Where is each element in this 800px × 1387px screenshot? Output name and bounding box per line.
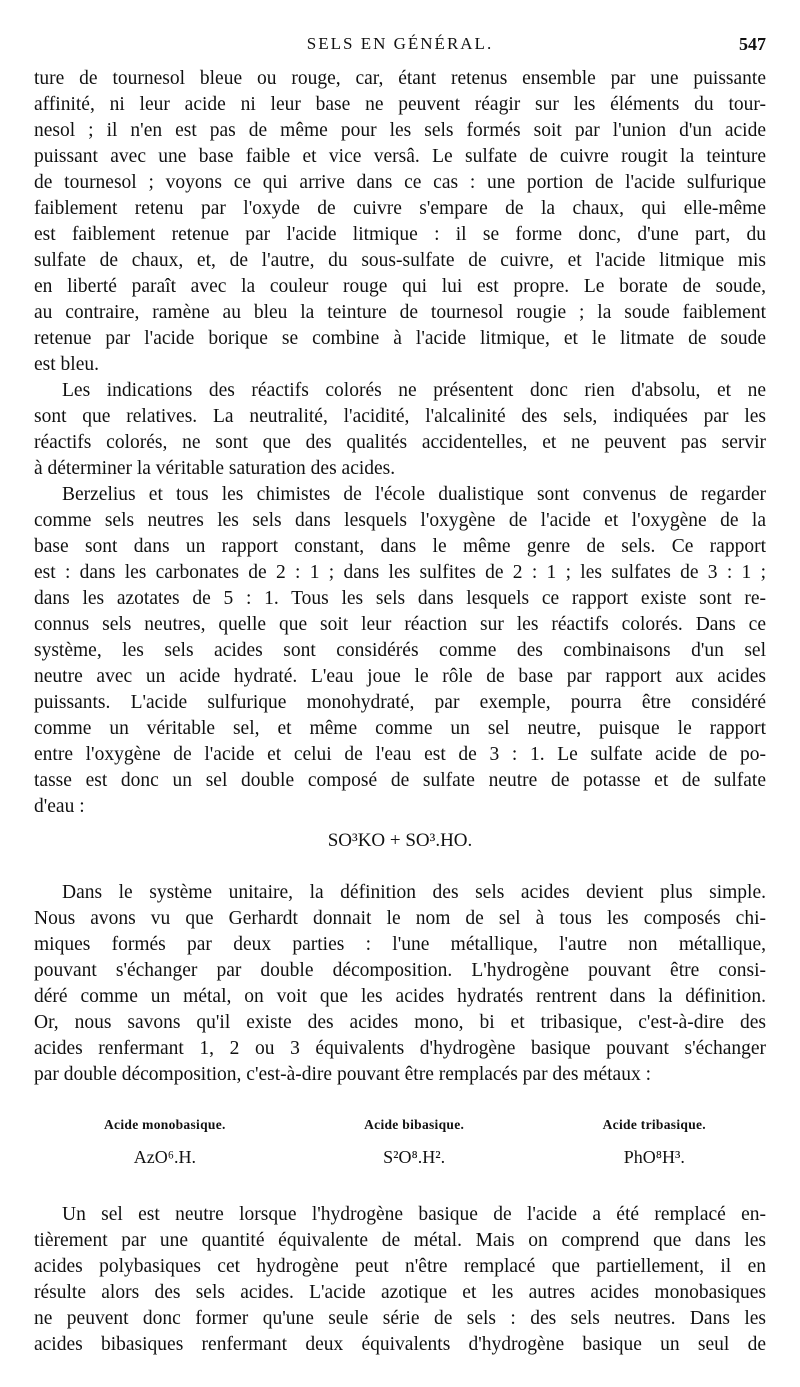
paragraph-2	[34, 378, 766, 482]
acid-formula: AzO⁶.H.	[133, 1147, 196, 1167]
text-line: connus sels neutres, quelle que soit leur réaction sur les réactifs colorés. Dans ce	[34, 614, 766, 635]
text-line: est bleu.	[34, 354, 99, 375]
page-number: 547	[739, 34, 766, 54]
text-line: à déterminer la véritable saturation des acides.	[34, 458, 396, 479]
text-line: tièrement par une quantité équivalente de métal. Mais on comprend que dans les	[34, 1230, 766, 1251]
text-line: puissants. L'acide sulfurique monohydraté, par exemple, pourra être considéré	[34, 692, 766, 713]
acid-formula: S²O⁸.H².	[383, 1147, 446, 1167]
text-line: puissant avec une base faible et vice versâ. Le sulfate de cuivre rougit la teinture	[34, 146, 766, 167]
paragraph-1	[34, 66, 766, 378]
text-line: miques formés par deux parties : l'une métallique, l'autre non métallique,	[34, 934, 766, 955]
text-line: Or, nous savons qu'il existe des acides mono, bi et tribasique, c'est-à-dire des	[34, 1012, 766, 1033]
text-line: Nous avons vu que Gerhardt donnait le nom de sel à tous les composés chi-	[34, 908, 766, 929]
body-text	[34, 66, 766, 1358]
text-line: acides renfermant 1, 2 ou 3 équivalents d'hydrogène basique pouvant s'échanger	[34, 1038, 766, 1059]
text-line: est faiblement retenue par l'acide litmique : il se forme donc, d'une part, du	[34, 224, 766, 245]
acid-column-monobasic	[104, 1112, 226, 1170]
text-line: Berzelius et tous les chimistes de l'école dualistique sont convenus de regarder	[62, 484, 766, 505]
text-line: système, les sels acides sont considérés comme des combinaisons d'un sel	[34, 640, 766, 661]
text-line: dans les azotates de 5 : 1. Tous les sels dans lesquels ce rapport existe sont re-	[34, 588, 766, 609]
paragraph-4	[34, 880, 766, 1088]
acid-heading: Acide tribasique.	[602, 1117, 706, 1132]
text-line: nesol ; il n'en est pas de même pour les sels formés soit par l'union d'un acide	[34, 120, 766, 141]
text-line: tasse est donc un sel double composé de sulfate neutre de potasse et de sulfate	[34, 770, 766, 791]
paragraph-5	[34, 1202, 766, 1358]
text-line: base sont dans un rapport constant, dans le même genre de sels. Ce rapport	[34, 536, 766, 557]
text-line: résulte alors des sels acides. L'acide azotique et les autres acides monobasiques	[34, 1282, 766, 1303]
paragraph-3	[34, 482, 766, 820]
text-line: neutre avec un acide hydraté. L'eau joue le rôle de base par rapport aux acides	[34, 666, 766, 687]
text-line: d'eau :	[34, 796, 85, 817]
text-line: entre l'oxygène de l'acide et celui de l'eau est de 3 : 1. Le sulfate acide de po-	[34, 744, 766, 765]
text-line: de tournesol ; voyons ce qui arrive dans ce cas : une portion de l'acide sulfurique	[34, 172, 766, 193]
text-line: réactifs colorés, ne sont que des qualités accidentelles, et ne peuvent pas servir	[34, 432, 766, 453]
text-line: par double décomposition, c'est-à-dire pouvant être remplacés par des métaux :	[34, 1064, 651, 1085]
acid-heading: Acide bibasique.	[364, 1117, 465, 1132]
formula-sulfate-acide: SO³KO + SO³.HO.	[327, 830, 473, 851]
text-line: affinité, ni leur acide ni leur base ne peuvent réagir sur les éléments du tour-	[34, 94, 766, 115]
text-line: en liberté paraît avec la couleur rouge qui lui est propre. Le borate de soude,	[34, 276, 766, 297]
text-line: pouvant s'échanger par double décomposition. L'hydrogène pouvant être consi-	[34, 960, 766, 981]
text-line: ture de tournesol bleue ou rouge, car, étant retenus ensemble par une puissante	[34, 68, 766, 89]
text-line: sulfate de chaux, et, de l'autre, du sous-sulfate de cuivre, et l'acide litmique mis	[34, 250, 766, 271]
text-line: déré comme un métal, on voit que les acides hydratés rentrent dans la définition.	[34, 986, 766, 1007]
text-line: retenue par l'acide borique se combine à l'acide litmique, et le litmate de soude	[34, 328, 766, 349]
text-line: au contraire, ramène au bleu la teinture de tournesol rougie ; la soude faiblement	[34, 302, 766, 323]
text-line: ne peuvent donc former qu'une seule série de sels : des sels neutres. Dans les	[34, 1308, 766, 1329]
text-line: acides bibasiques renfermant deux équivalents d'hydrogène basique un seul de	[34, 1334, 766, 1355]
running-title: SELS EN GÉNÉRAL.	[306, 34, 494, 53]
text-line: acides polybasiques cet hydrogène peut n'être remplacé que partiellement, il en	[34, 1256, 766, 1277]
text-line: Un sel est neutre lorsque l'hydrogène basique de l'acide a été remplacé en-	[62, 1204, 766, 1225]
text-line: comme un véritable sel, et même comme un sel neutre, puisque le rapport	[34, 718, 766, 739]
text-line: comme sels neutres les sels dans lesquels l'oxygène de l'acide et l'oxygène de la	[34, 510, 766, 531]
acid-examples-table	[34, 1102, 766, 1180]
text-line: est : dans les carbonates de 2 : 1 ; dans les sulfites de 2 : 1 ; les sulfates de 3 : 1 ;	[34, 562, 766, 583]
acid-column-tribasic	[603, 1112, 706, 1170]
text-line: faiblement retenu par l'oxyde de cuivre s'empare de la chaux, qui elle-même	[34, 198, 766, 219]
page-header	[34, 34, 766, 58]
acid-heading: Acide monobasique.	[104, 1117, 226, 1132]
acid-column-bibasic	[364, 1112, 464, 1170]
text-line: Dans le système unitaire, la définition des sels acides devient plus simple.	[62, 882, 766, 903]
text-line: Les indications des réactifs colorés ne présentent donc rien d'absolu, et ne	[62, 380, 766, 401]
text-line: sont que relatives. La neutralité, l'acidité, l'alcalinité des sels, indiquées par les	[34, 406, 766, 427]
acid-formula: PhO⁸H³.	[623, 1147, 685, 1167]
